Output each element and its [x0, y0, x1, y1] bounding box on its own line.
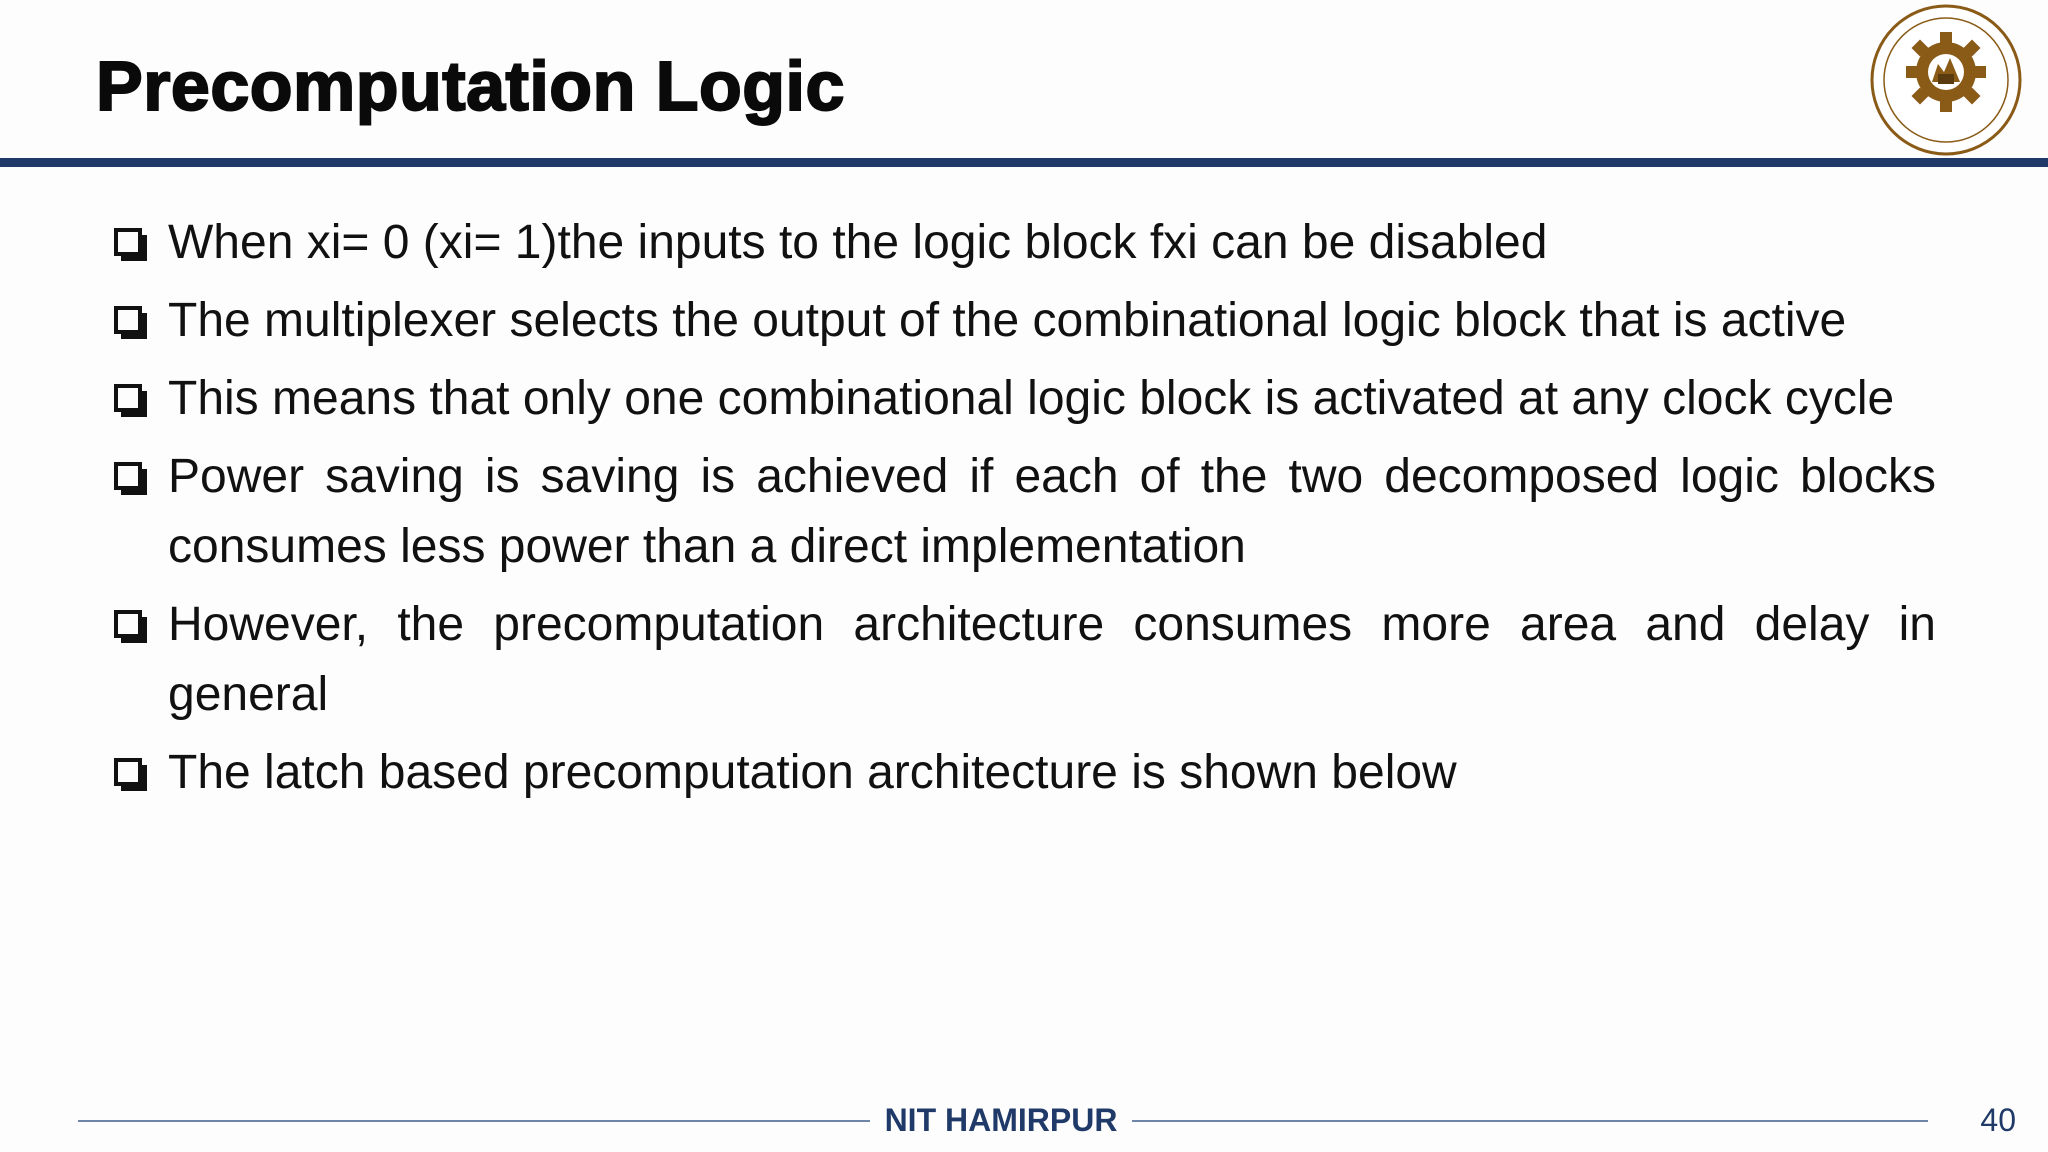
- checkbox-bullet-icon: [114, 462, 142, 490]
- bullet-text: This means that only one combinational logic block is activated at any clock cycle: [168, 372, 1895, 425]
- bullet-text: When xi= 0 (xi= 1)the inputs to the logic block fxi can be disabled: [168, 216, 1548, 269]
- checkbox-bullet-icon: [114, 610, 142, 638]
- bullet-text: The multiplexer selects the output of the combinational logic block that is active: [168, 294, 1847, 347]
- bullet-text: Power saving is saving is achieved if each of the two decomposed logic blocks consumes less power than a direct implementation: [168, 450, 1936, 573]
- list-item: [112, 738, 1936, 808]
- checkbox-bullet-icon: [114, 758, 142, 786]
- list-item: [112, 208, 1936, 278]
- checkbox-bullet-icon: [114, 228, 142, 256]
- page-number: 40: [1980, 1102, 2016, 1138]
- footer-institution: NIT HAMIRPUR: [884, 1102, 1118, 1138]
- institute-logo-icon: [1866, 2, 2026, 158]
- footer-divider-left: [78, 1120, 870, 1122]
- bullet-list: [112, 208, 1936, 816]
- list-item: [112, 286, 1936, 356]
- list-item: [112, 442, 1936, 582]
- bullet-text: However, the precomputation architecture consumes more area and delay in general: [168, 598, 1936, 721]
- list-item: [112, 590, 1936, 730]
- checkbox-bullet-icon: [114, 306, 142, 334]
- checkbox-bullet-icon: [114, 384, 142, 412]
- footer-divider-right: [1132, 1120, 1928, 1122]
- bullet-text: The latch based precomputation architecture is shown below: [168, 746, 1457, 799]
- list-item: [112, 364, 1936, 434]
- slide-title: Precomputation Logic: [96, 47, 845, 125]
- title-divider: [0, 158, 2048, 167]
